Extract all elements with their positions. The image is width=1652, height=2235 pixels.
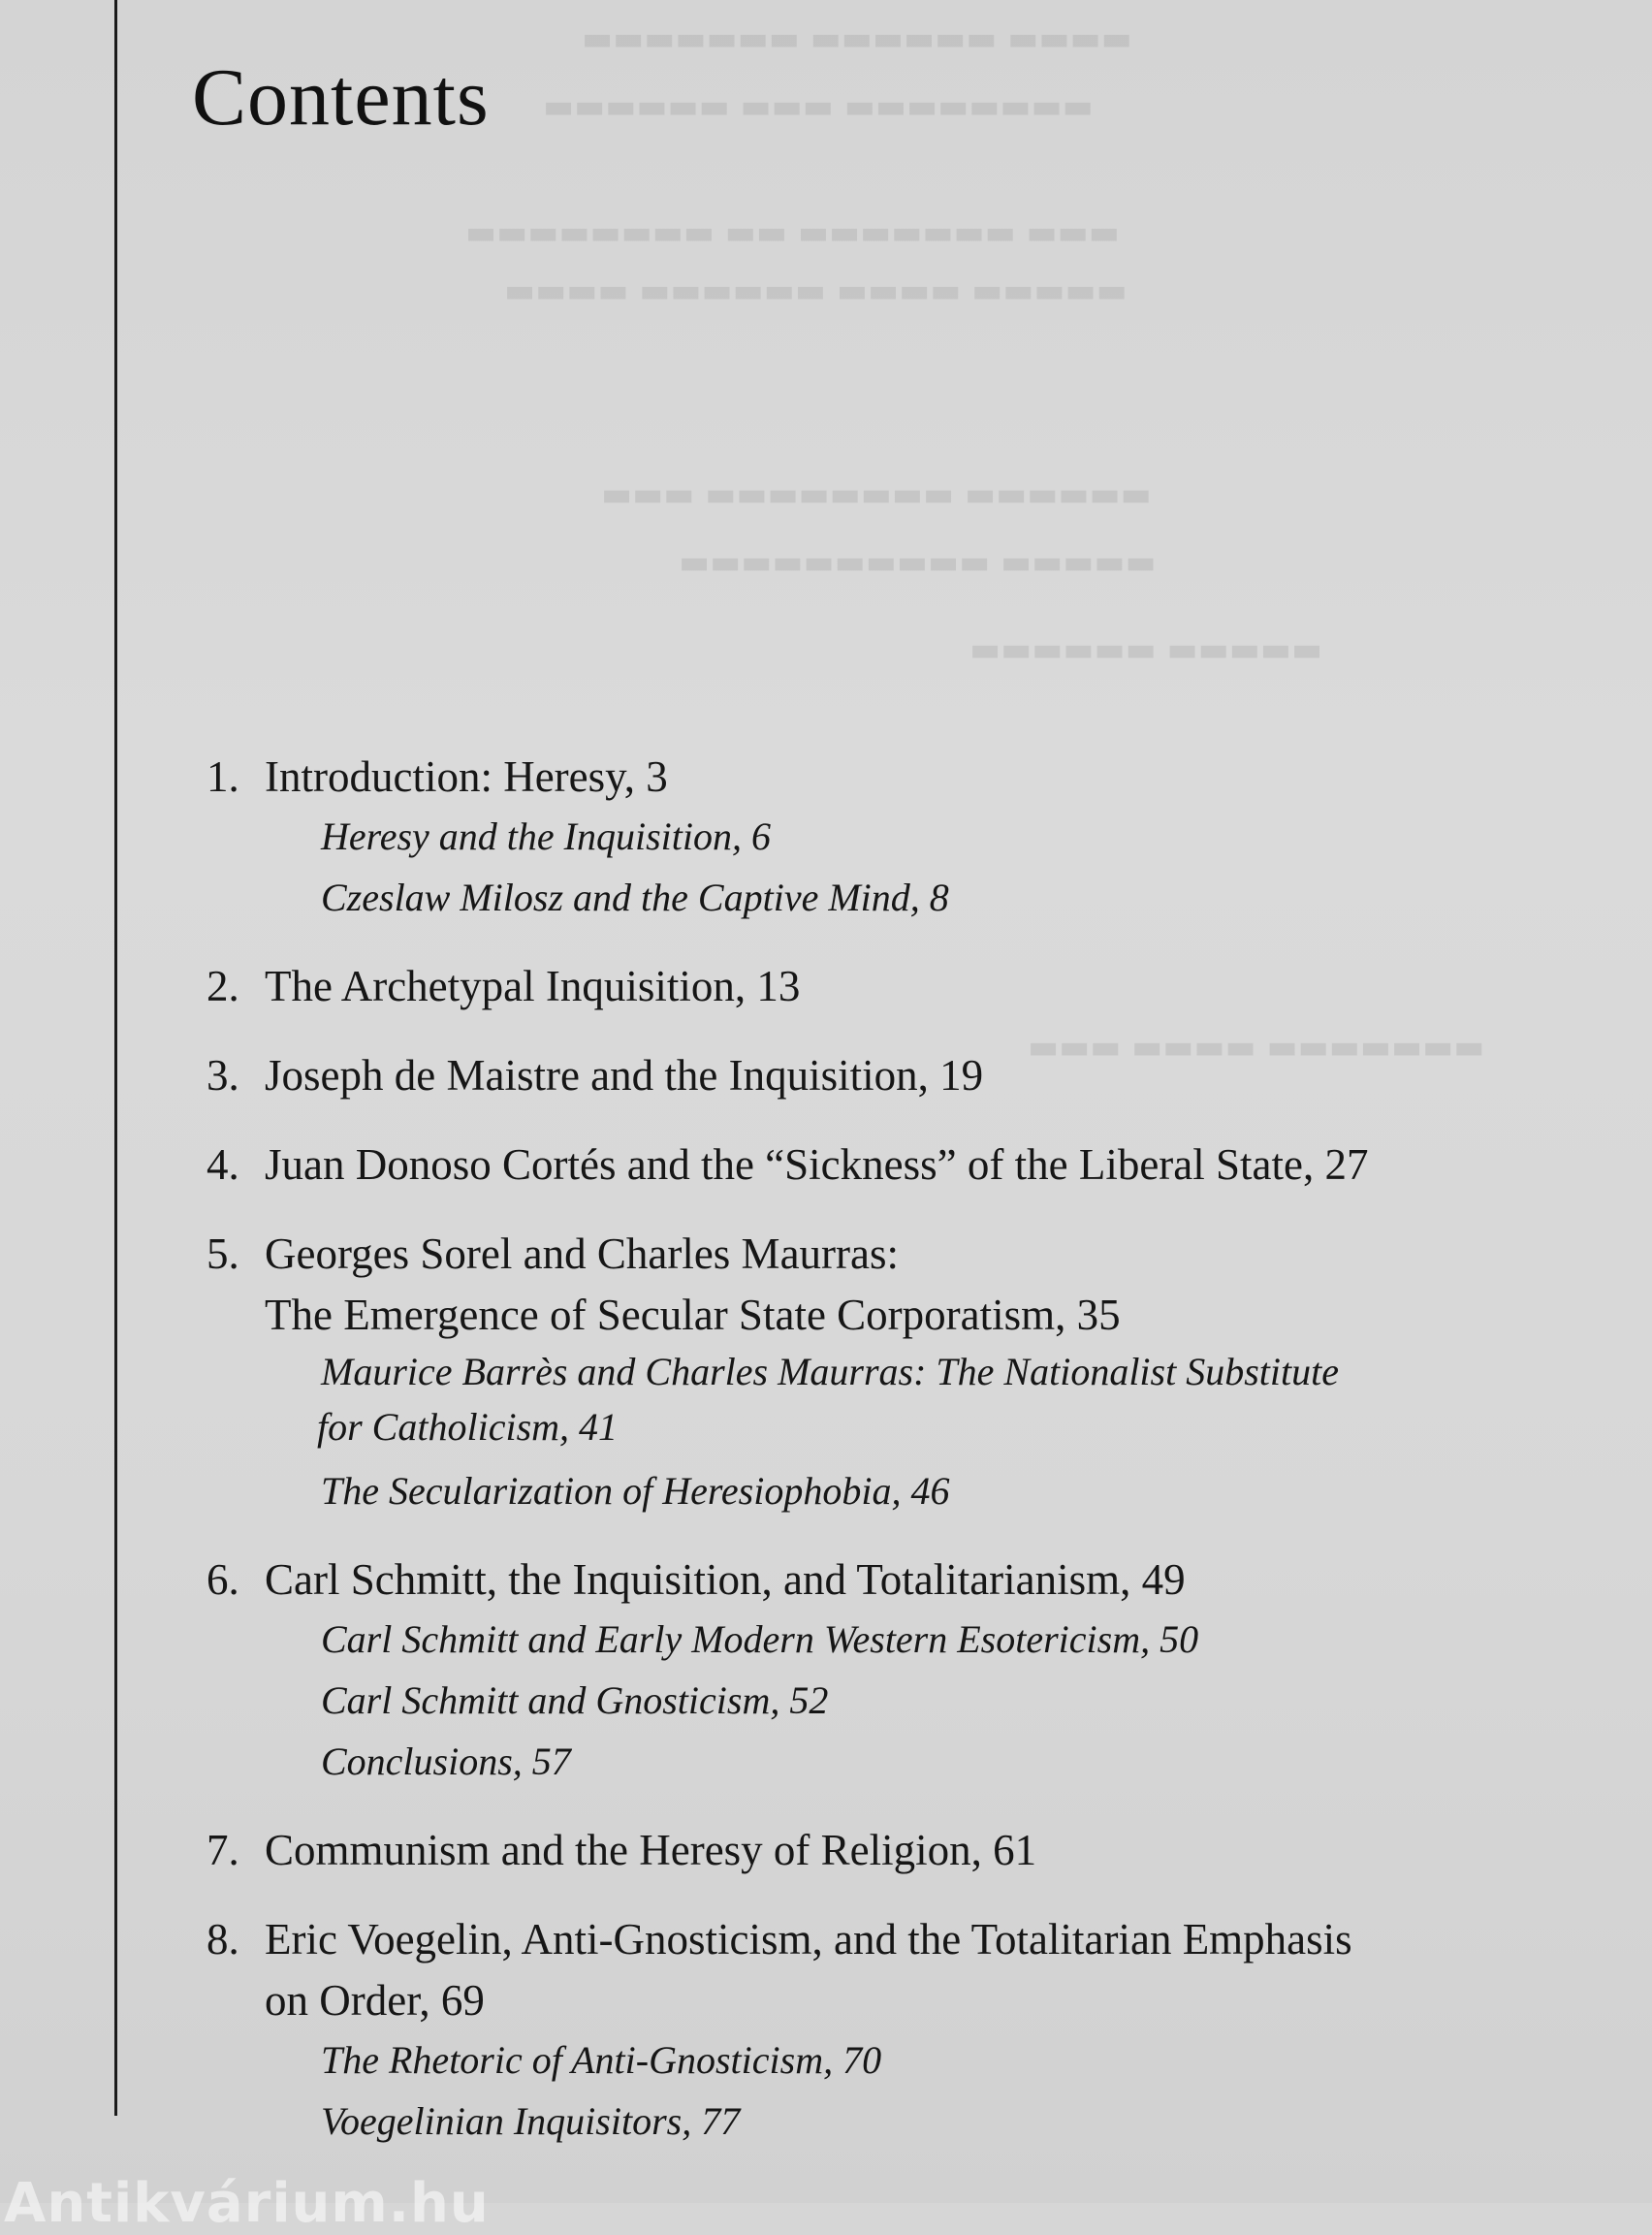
subsection-list: [265, 1609, 1459, 1792]
watermark: Antikvárium.hu: [4, 2172, 490, 2235]
toc-subsection: [321, 867, 1459, 928]
toc-chapter: [199, 956, 1459, 1017]
chapter-number: 4.: [206, 1140, 239, 1189]
toc-chapter: [199, 1549, 1459, 1792]
toc-chapter: [199, 1909, 1459, 2152]
chapter-number: 2.: [206, 962, 239, 1010]
chapter-title-line: Joseph de Maistre and the Inquisition, 19: [265, 1051, 984, 1100]
chapter-title-line: Eric Voegelin, Anti-Gnosticism, and the Totalitarian Emphasis: [265, 1915, 1352, 1964]
toc-subsection: [321, 1670, 1459, 1731]
page-title: Contents: [192, 52, 490, 143]
chapter-number: 8.: [206, 1915, 239, 1964]
chapter-title-line: Communism and the Heresy of Religion, 61: [265, 1826, 1037, 1874]
subsection-list: [265, 2029, 1459, 2152]
chapter-title-line: on Order, 69: [265, 1976, 485, 2025]
toc-subsection: [321, 1609, 1459, 1670]
toc-chapter: [199, 1134, 1459, 1196]
margin-rule: [114, 0, 117, 2116]
toc-chapter: [199, 1224, 1459, 1521]
subsection-title-line: Heresy and the Inquisition, 6: [321, 814, 772, 858]
chapter-title-line: Introduction: Heresy, 3: [265, 752, 668, 801]
subsection-list: [265, 806, 1459, 928]
toc-subsection: [321, 1731, 1459, 1792]
subsection-title-line: Maurice Barrès and Charles Maurras: The Nationalist Substitute: [321, 1350, 1339, 1393]
subsection-title-line: Carl Schmitt and Early Modern Western Esotericism, 50: [321, 1617, 1199, 1661]
subsection-title-line: Czeslaw Milosz and the Captive Mind, 8: [321, 876, 949, 919]
subsection-title-line: Carl Schmitt and Gnosticism, 52: [321, 1678, 829, 1722]
subsection-title-line: for Catholicism, 41: [317, 1405, 619, 1449]
toc-chapter: [199, 747, 1459, 928]
subsection-title-line: The Secularization of Heresiophobia, 46: [321, 1469, 950, 1513]
chapter-number: 7.: [206, 1826, 239, 1874]
chapter-number: 6.: [206, 1555, 239, 1604]
chapter-number: 1.: [206, 752, 239, 801]
toc-subsection: [321, 2029, 1459, 2091]
subsection-title-line: The Rhetoric of Anti-Gnosticism, 70: [321, 2038, 882, 2082]
table-of-contents: [199, 747, 1459, 2180]
chapter-title-line: The Emergence of Secular State Corporatism, 35: [265, 1291, 1121, 1339]
toc-chapter: [199, 1045, 1459, 1106]
toc-subsection: [321, 806, 1459, 867]
toc-subsection: [317, 1344, 1459, 1454]
chapter-title-line: Georges Sorel and Charles Maurras:: [265, 1229, 899, 1278]
subsection-title-line: Voegelinian Inquisitors, 77: [321, 2099, 741, 2143]
subsection-list: [265, 1344, 1459, 1521]
subsection-title-line: Conclusions, 57: [321, 1740, 571, 1783]
chapter-number: 3.: [206, 1051, 239, 1100]
toc-subsection: [321, 1460, 1459, 1521]
chapter-number: 5.: [206, 1229, 239, 1278]
chapter-title-line: Juan Donoso Cortés and the “Sickness” of the Liberal State, 27: [265, 1140, 1369, 1189]
show-through-texture: ▬▬▬▬ ▬▬▬▬▬▬ ▬▬▬▬▬▬▬ ▬▬▬▬▬▬▬▬ ▬▬▬ ▬▬▬▬▬▬ ▬▬▬ ▬▬▬▬▬▬▬ ▬▬ ▬▬▬▬▬▬▬▬ ▬▬▬▬▬ ▬▬▬▬ ▬▬▬▬▬▬ ▬▬▬▬ ▬▬▬▬▬▬ ▬▬▬▬▬▬▬▬ ▬▬▬ ▬▬▬▬▬ ▬▬▬▬▬▬▬▬▬▬ ▬▬▬▬▬ ▬▬▬▬▬▬ ▬▬▬▬▬▬▬ ▬▬▬▬ ▬▬▬: [465, 19, 1485, 1067]
chapter-title-line: Carl Schmitt, the Inquisition, and Totalitarianism, 49: [265, 1555, 1186, 1604]
chapter-title-line: The Archetypal Inquisition, 13: [265, 962, 801, 1010]
toc-subsection: [321, 2091, 1459, 2152]
toc-chapter: [199, 1820, 1459, 1881]
